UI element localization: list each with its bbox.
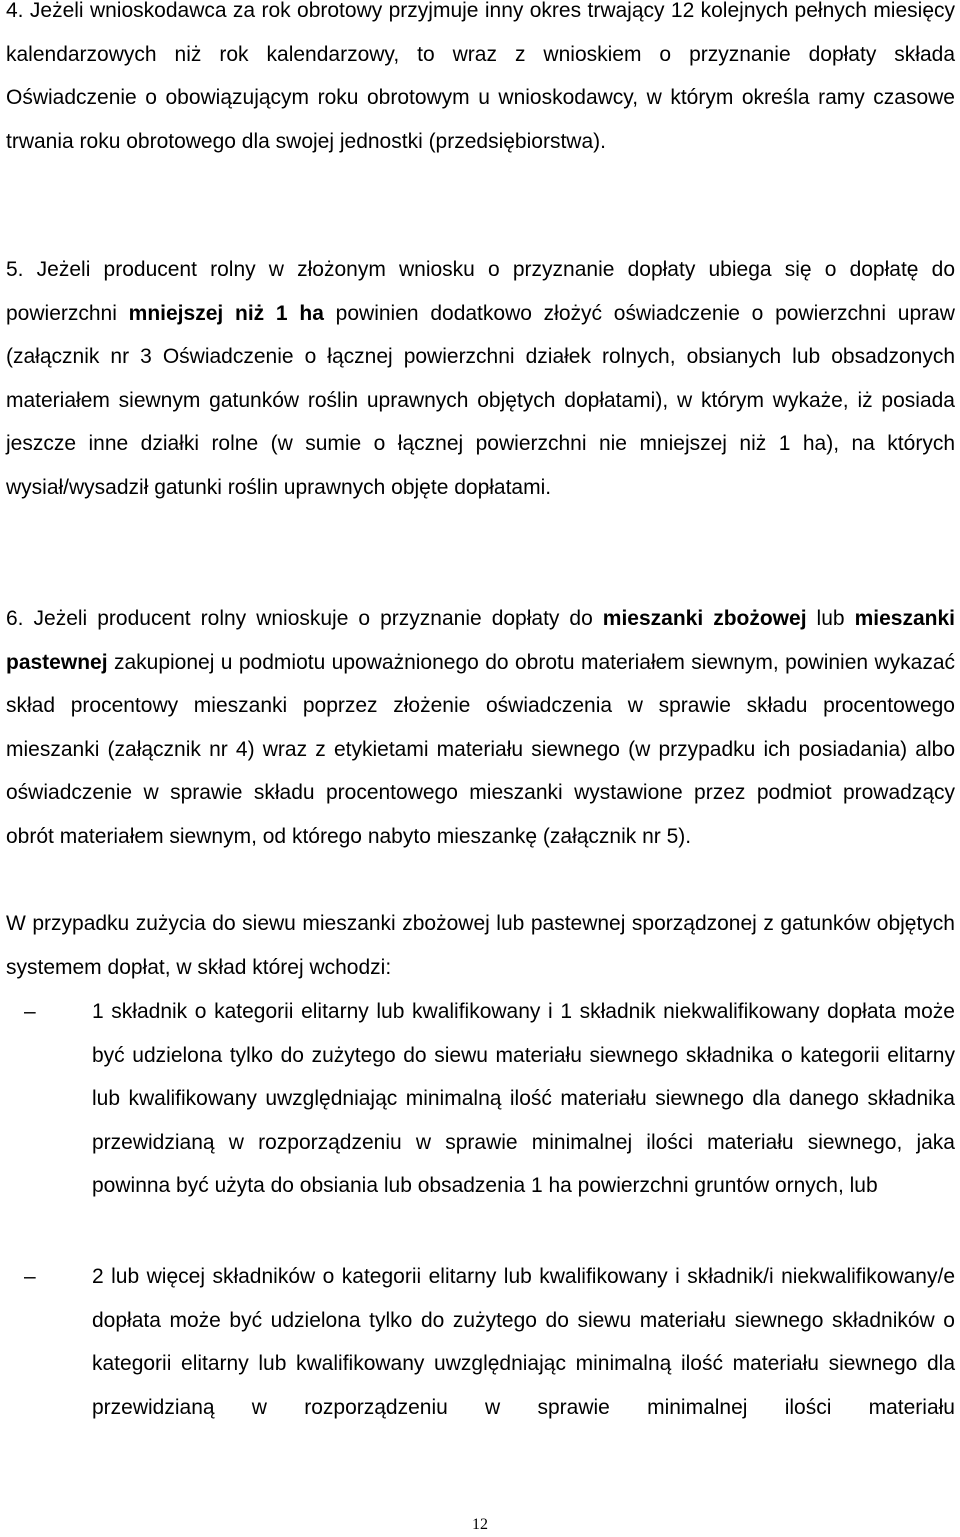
- paragraph-6-text-3: zakupionej u podmiotu upoważnionego do obrotu materiałem siewnym, powinien wykazać skład procentowy mieszanki poprzez złożenie oświadczenia w sprawie składu procentowego mieszanki (załącznik nr 4) wraz z etykietami materiału siewnego (w przypadku ich posiadania) albo oświadczenie w sprawie składu procentowego mieszanki wystawione przez podmiot prowadzący obrót materiałem siewnym, od którego nabyto mieszankę (załącznik nr 5).: [6, 650, 955, 848]
- list-item-text: 1 składnik o kategorii elitarny lub kwalifikowany i 1 składnik niekwalifikowany dopłata może być udzielona tylko do zużytego do siewu materiału siewnego składnika o kategorii elitarny lub kwalifikowany uwzględniając minimalną ilość materiału siewnego dla danego składnika przewidzianą w rozporządzeniu w sprawie minimalnej ilości materiału siewnego, jaka powinna być użyta do obsiania lub obsadzenia 1 ha powierzchni gruntów ornych, lub: [92, 1000, 955, 1197]
- paragraph-7: [6, 902, 955, 989]
- list-item: [6, 990, 955, 1208]
- paragraph-6-text-2: lub: [806, 607, 855, 630]
- paragraph-6-text-1: 6. Jeżeli producent rolny wnioskuje o przyznanie dopłaty do: [6, 607, 603, 630]
- paragraph-4: [6, 0, 955, 163]
- paragraph-5-text-1: 5. Jeżeli producent rolny w złożonym wniosku o przyznanie dopłaty ubiega się o dopłatę do powierzchni: [6, 258, 955, 325]
- paragraph-5-bold-1: mniejszej niż 1 ha: [128, 301, 324, 325]
- list-item-text: 2 lub więcej składników o kategorii elitarny lub kwalifikowany i składnik/i niekwalifikowany/e dopłata może być udzielona tylko do zużytego do siewu materiału siewnego składników o kategorii elitarny lub kwalifikowany uwzględniając minimalną ilość materiału siewnego dla przewidzianą w rozporządzeniu w sprawie minimalnej ilości materiału: [92, 1265, 955, 1419]
- paragraph-6: [6, 597, 955, 858]
- dash-bullet: –: [24, 1000, 36, 1023]
- list-item: [6, 1255, 955, 1429]
- dash-bullet: –: [24, 1265, 36, 1288]
- paragraph-5: [6, 248, 955, 509]
- paragraph-7-text: W przypadku zużycia do siewu mieszanki zbożowej lub pastewnej sporządzonej z gatunków objętych systemem dopłat, w skład której wchodzi:: [6, 912, 955, 979]
- paragraph-6-bold-1: mieszanki zbożowej: [602, 607, 807, 630]
- paragraph-5-text-2: powinien dodatkowo złożyć oświadczenie o powierzchni upraw (załącznik nr 3 Oświadczenie o łącznej powierzchni działek rolnych, obsianych lub obsadzonych materiałem siewnym gatunków roślin uprawnych objętych dopłatami), w którym wykaże, iż posiada jeszcze inne działki rolne (w sumie o łącznej powierzchni nie mniejszej niż 1 ha), na których wysiał/wysadził gatunki roślin uprawnych objęte dopłatami.: [6, 301, 955, 499]
- paragraph-4-text: 4. Jeżeli wnioskodawca za rok obrotowy przyjmuje inny okres trwający 12 kolejnych pełnych miesięcy kalendarzowych niż rok kalendarzowy, to wraz z wnioskiem o przyznanie dopłaty składa Oświadczenie o obowiązującym roku obrotowym u wnioskodawcy, w którym określa ramy czasowe trwania roku obrotowego dla swojej jednostki (przedsiębiorstwa).: [6, 0, 955, 153]
- page-number: 12: [472, 1516, 488, 1533]
- paragraph-6-bold-2: mieszanki pastewnej: [6, 607, 955, 674]
